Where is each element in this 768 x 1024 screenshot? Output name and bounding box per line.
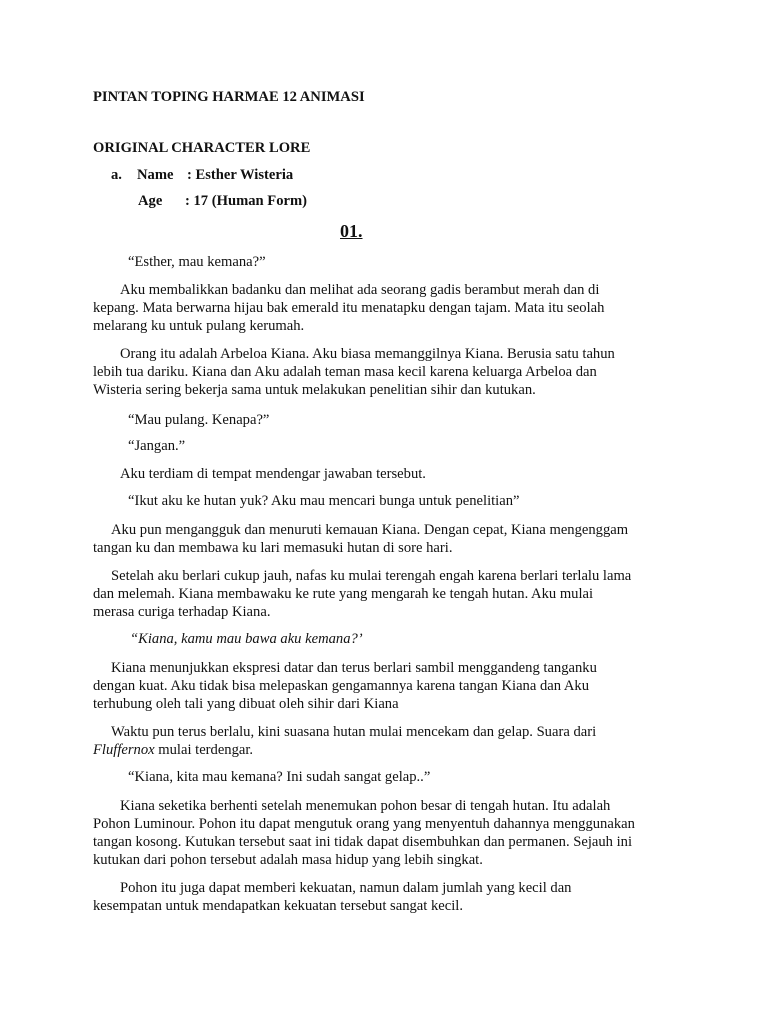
paragraph-line: melarang ku untuk pulang kerumah.	[93, 318, 305, 334]
paragraph-line: Pohon itu juga dapat memberi kekuatan, namun dalam jumlah yang kecil dan	[120, 880, 572, 896]
paragraph-line: Kiana menunjukkan ekspresi datar dan terus berlari sambil menggandeng tanganku	[111, 660, 597, 676]
list-marker: a.	[111, 167, 122, 183]
paragraph-line: dengan kuat. Aku tidak bisa melepaskan gengamannya karena tangan Kiana dan Aku	[93, 678, 590, 694]
dialogue-line: “Mau pulang. Kenapa?”	[128, 412, 270, 428]
paragraph-line: merasa curiga terhadap Kiana.	[93, 604, 271, 620]
name-label: Name	[137, 167, 174, 183]
paragraph-line: Setelah aku berlari cukup jauh, nafas ku mulai terengah engah karena berlari terlalu lama	[111, 568, 632, 584]
character-age-row	[138, 192, 307, 210]
paragraph-line: terhubung oleh tali yang dibuat oleh sihir dari Kiana	[93, 696, 399, 712]
name-value: : Esther Wisteria	[187, 167, 294, 183]
paragraph-line: Kiana seketika berhenti setelah menemukan pohon besar di tengah hutan. Itu adalah	[120, 798, 611, 814]
paragraph-line: Aku membalikkan badanku dan melihat ada seorang gadis berambut merah dan di	[120, 282, 600, 298]
paragraph-line	[93, 741, 253, 759]
paragraph-line: kesempatan untuk mendapatkan kekuatan tersebut sangat kecil.	[93, 898, 463, 914]
line-remainder: mulai terdengar.	[154, 742, 254, 758]
creature-name: Fluffernox	[93, 742, 155, 758]
dialogue-line: “Kiana, kita mau kemana? Ini sudah sangat gelap..”	[128, 769, 431, 785]
paragraph-line: Waktu pun terus berlalu, kini suasana hutan mulai mencekam dan gelap. Suara dari	[111, 724, 597, 740]
paragraph-line: Orang itu adalah Arbeloa Kiana. Aku biasa memanggilnya Kiana. Berusia satu tahun	[120, 346, 615, 362]
dialogue-line: “Kiana, kamu mau bawa aku kemana?’	[130, 631, 363, 647]
paragraph-line: Wisteria sering bekerja sama untuk melakukan penelitian sihir dan kutukan.	[93, 382, 536, 398]
paragraph-line: tangan ku dan membawa ku lari memasuki hutan di sore hari.	[93, 540, 453, 556]
paragraph-line: lebih tua dariku. Kiana dan Aku adalah teman masa kecil karena keluarga Arbeloa dan	[93, 364, 597, 380]
paragraph-line: kutukan dari pohon tersebut adalah masa hidup yang lebih singkat.	[93, 852, 483, 868]
paragraph-line: Aku terdiam di tempat mendengar jawaban tersebut.	[120, 466, 426, 482]
age-label: Age	[138, 193, 163, 209]
character-name-row	[111, 166, 293, 184]
paragraph-line: dan melemah. Kiana membawaku ke rute yang mengarah ke tengah hutan. Aku mulai	[93, 586, 594, 602]
paragraph-line: tangan kosong. Kutukan tersebut saat ini tidak dapat disembuhkan dan permanen. Sejauh ini	[93, 834, 633, 850]
section-title: ORIGINAL CHARACTER LORE	[93, 140, 311, 156]
document-header: PINTAN TOPING HARMAE 12 ANIMASI	[93, 89, 365, 105]
dialogue-line: “Jangan.”	[128, 438, 186, 454]
age-value: : 17 (Human Form)	[185, 193, 308, 209]
paragraph-line: kepang. Mata berwarna hijau bak emerald itu menatapku dengan tajam. Mata itu seolah	[93, 300, 605, 316]
paragraph-line: Pohon Luminour. Pohon itu dapat mengutuk orang yang menyentuh dahannya menggunakan	[93, 816, 635, 832]
chapter-number: 01.	[340, 221, 363, 241]
dialogue-line: “Esther, mau kemana?”	[128, 254, 266, 270]
paragraph-line: Aku pun mengangguk dan menuruti kemauan Kiana. Dengan cepat, Kiana mengenggam	[111, 522, 629, 538]
dialogue-line: “Ikut aku ke hutan yuk? Aku mau mencari bunga untuk penelitian”	[128, 493, 520, 509]
